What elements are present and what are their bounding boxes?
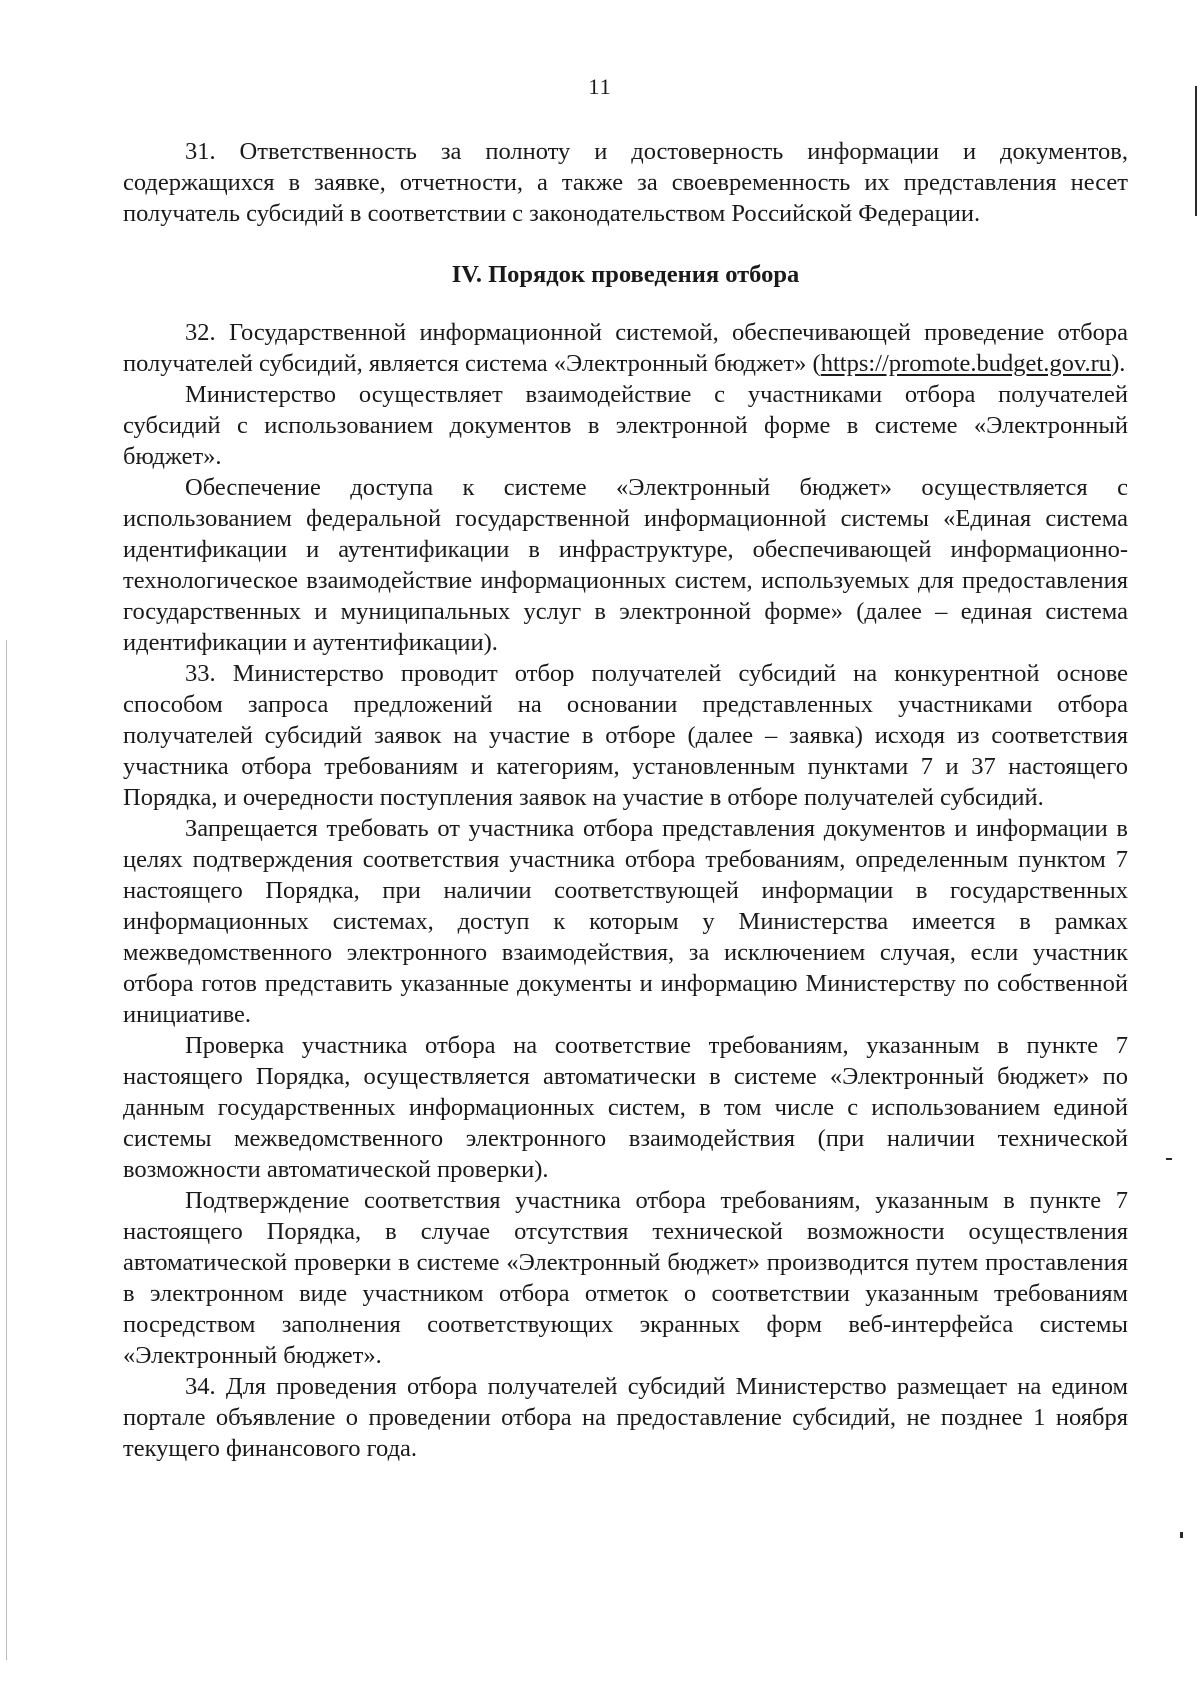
section-heading: IV. Порядок проведения отбора [451,261,800,288]
document-body [123,136,1128,1464]
paragraph-access: Обеспечение доступа к системе «Электронный бюджет» осуществляется с использованием федеральной государственной информационной системы «Единая система идентификации и аутентификации в инфраструктуре, обеспечивающей информационно-технологическое взаимодействие информационных систем, используемых для предоставления государственных и муниципальных услуг в электронной форме» (далее – единая система идентификации и аутентификации). [123,474,1128,656]
paragraph-33: 33. Министерство проводит отбор получателей субсидий на конкурентной основе способом запроса предложений на основании представленных участниками отбора получателей субсидий заявок на участие в отборе (далее – заявка) исходя из соответствия участника отбора требованиям и категориям, установленным пунктами 7 и 37 настоящего Порядка, и очередности поступления заявок на участие в отборе получателей субсидий. [123,660,1128,811]
scan-speck [1166,1158,1172,1160]
paragraph-verification: Проверка участника отбора на соответствие требованиям, указанным в пункте 7 настоящего Порядка, осуществляется автоматически в системе «Электронный бюджет» по данным государственных информационных систем, в том числе с использованием единой системы межведомственного электронного взаимодействия (при наличии технической возможности автоматической проверки). [123,1032,1128,1183]
paragraph-32 [123,317,1128,379]
budget-portal-link[interactable]: https://promote.budget.gov.ru [820,350,1112,377]
scan-speck [1180,1532,1183,1538]
paragraph-32-text: 32. Государственной информационной системой, обеспечивающей проведение отбора получателей субсидий, является система «Электронный бюджет» ( [123,319,1128,377]
paragraph-confirmation: Подтверждение соответствия участника отбора требованиям, указанным в пункте 7 настоящего Порядка, в случае отсутствия технической возможности осуществления автоматической проверки в системе «Электронный бюджет» производится путем проставления в электронном виде участником отбора отметок о соответствии указанным требованиям посредством заполнения соответствующих экранных форм веб-интерфейса системы «Электронный бюджет». [123,1187,1128,1369]
paragraph-31: 31. Ответственность за полноту и достоверность информации и документов, содержащихся в заявке, отчетности, а также за своевременность их представления несет получатель субсидий в соответствии с законодательством Российской Федерации. [123,138,1128,227]
paragraph-34: 34. Для проведения отбора получателей субсидий Министерство размещает на едином портале объявление о проведении отбора на предоставление субсидий, не позднее 1 ноября текущего финансового года. [123,1373,1128,1462]
scan-edge-mark-right [1195,86,1197,216]
page-number: 11 [588,74,612,99]
scan-edge-mark-left [6,640,7,1660]
paragraph-prohibition: Запрещается требовать от участника отбора представления документов и информации в целях подтверждения соответствия участника отбора требованиям, определенным пунктом 7 настоящего Порядка, при наличии соответствующей информации в государственных информационных системах, доступ к которым у Министерства имеется в рамках межведомственного электронного взаимодействия, за исключением случая, если участник отбора готов представить указанные документы и информацию Министерству по собственной инициативе. [123,815,1128,1028]
paragraph-32-end: ). [1111,350,1126,377]
paragraph-ministry-interaction: Министерство осуществляет взаимодействие с участниками отбора получателей субсидий с использованием документов в электронной форме в системе «Электронный бюджет». [123,381,1128,470]
